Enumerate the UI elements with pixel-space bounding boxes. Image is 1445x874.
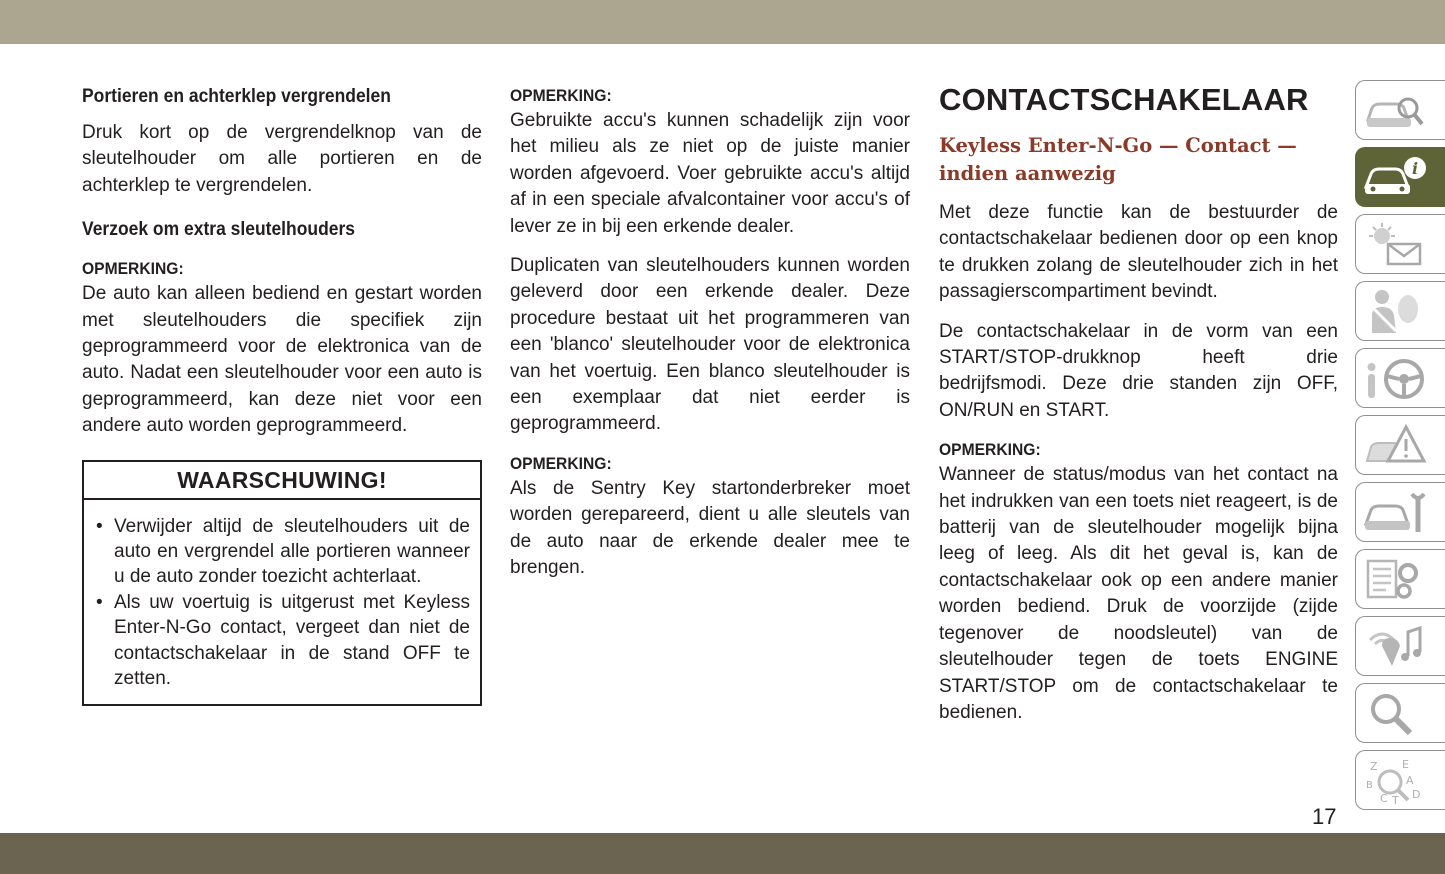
column-middle xyxy=(510,84,910,593)
note-text-sentry-key: Als de Sentry Key startonderbreker moet worden gerepareerd, dient u alle sleutels van de auto naar de erkende dealer mee te brengen. xyxy=(510,477,910,579)
note-label: OPMERKING: xyxy=(510,86,612,105)
section-heading-lock: Portieren en achterklep vergrendelen xyxy=(82,86,391,107)
tab-index[interactable] xyxy=(1355,750,1445,810)
note-text-batteries: Gebruikte accu's kunnen schadelijk zijn voor het milieu als ze niet op de juiste manier worden afgevoerd. Voer gebruikte accu's altijd af in een speciale afvalcontainer voor accu's of lever ze in bij een erkende dealer. xyxy=(510,110,910,237)
tab-specifications[interactable] xyxy=(1355,549,1445,609)
car-search-icon xyxy=(1362,86,1428,136)
column-left xyxy=(82,84,482,706)
column-right xyxy=(939,84,1338,737)
tab-steering[interactable] xyxy=(1355,348,1445,408)
index-letter: B xyxy=(1366,780,1373,791)
tab-airbag-seatbelt[interactable] xyxy=(1355,281,1445,341)
airbag-seatbelt-icon xyxy=(1362,287,1428,337)
note-text: De auto kan alleen bediend en gestart worden met sleutelhouders die specifiek zijn geprogrammeerd voor de elektronica van de auto. Nadat een sleutelhouder voor een auto is geprogrammeerd, kan deze niet voor een andere auto worden geprogrammeerd. xyxy=(82,283,482,437)
bottom-band xyxy=(0,833,1445,874)
top-band xyxy=(0,0,1445,44)
tab-car-info[interactable] xyxy=(1355,147,1445,207)
paragraph-function: Met deze functie kan de bestuurder de contactschakelaar bedienen door op een knop te drukken zolang de sleutelhouder zich in het passagierscompartiment bevindt. xyxy=(939,202,1338,303)
section-subtitle: Keyless Enter-N-Go — Contact — indien aanwezig xyxy=(939,134,1297,185)
warning-box xyxy=(82,460,482,706)
car-info-icon xyxy=(1362,153,1428,203)
note-label: OPMERKING: xyxy=(510,453,612,473)
car-wrench-icon xyxy=(1362,488,1428,538)
tab-car-warning[interactable] xyxy=(1355,415,1445,475)
multimedia-icon xyxy=(1362,622,1428,672)
page-title: CONTACTSCHAKELAAR xyxy=(939,82,1309,117)
tab-multimedia[interactable] xyxy=(1355,616,1445,676)
svg-text:i: i xyxy=(1411,159,1419,178)
note-label: OPMERKING: xyxy=(939,440,1041,460)
warning-item: • Als uw voertuig is uitgerust met Keyless Enter-N-Go contact, vergeet dan niet de contactschakelaar in de stand OFF te zetten. xyxy=(94,590,470,692)
page-number: 17 xyxy=(1312,804,1337,829)
tab-search[interactable] xyxy=(1355,683,1445,743)
tab-dashboard-lights[interactable] xyxy=(1355,214,1445,274)
note-label: OPMERKING: xyxy=(82,259,184,279)
dashboard-lights-message-icon xyxy=(1362,220,1428,270)
warning-title: WAARSCHUWING! xyxy=(84,462,480,500)
paragraph-modes: De contactschakelaar in de vorm van een START/STOP-drukknop heeft drie bedrijfsmodi. Deze drie standen zijn OFF, ON/RUN en START. xyxy=(939,320,1338,421)
index-letter: E xyxy=(1402,758,1409,771)
section-heading-extra-keys: Verzoek om extra sleutelhouders xyxy=(82,219,355,241)
magnifier-icon xyxy=(1362,689,1428,739)
tab-car-search[interactable] xyxy=(1355,80,1445,140)
steering-wheel-icon xyxy=(1362,354,1428,404)
index-letter: C xyxy=(1380,792,1388,805)
paragraph-lock: Druk kort op de vergrendelknop van de sleutelhouder om alle portieren en de achterklep te vergrendelen. xyxy=(82,122,482,196)
paragraph-duplicates: Duplicaten van sleutelhouders kunnen worden geleverd door een erkende dealer. Deze procedure bestaat uit het programmeren van een 'blanco' sleutelhouder voor de elektronica van het voertuig. Een blanco sleutelhouder is een exemplaar dat niet eerder is geprogrammeerd. xyxy=(510,255,910,435)
index-az-icon xyxy=(1362,756,1428,806)
index-letter: D xyxy=(1412,788,1421,801)
index-letter: T xyxy=(1392,794,1399,806)
note-text-battery: Wanneer de status/modus van het contact na het indrukken van een toets niet reageert, is de batterij van de sleutelhouder mogelijk bijna leeg of leeg. Als dit het geval is, kan de contactschakelaar ook op een andere manier worden bediend. Druk de voorzijde (zijde tegenover de noodsleutel) van de sleutelhouder tegen de toets ENGINE START/STOP om de contactschakelaar te bedienen. xyxy=(939,464,1338,723)
warning-item: • Verwijder altijd de sleutelhouders uit de auto en vergrendel alle portieren wanneer u de auto zonder toezicht achterlaat. xyxy=(94,514,470,590)
car-warning-icon xyxy=(1362,421,1428,471)
tab-car-service[interactable] xyxy=(1355,482,1445,542)
index-letter: A xyxy=(1406,774,1414,787)
warning-list xyxy=(84,500,480,704)
index-letter: Z xyxy=(1370,760,1378,773)
specs-gears-icon xyxy=(1362,555,1428,605)
